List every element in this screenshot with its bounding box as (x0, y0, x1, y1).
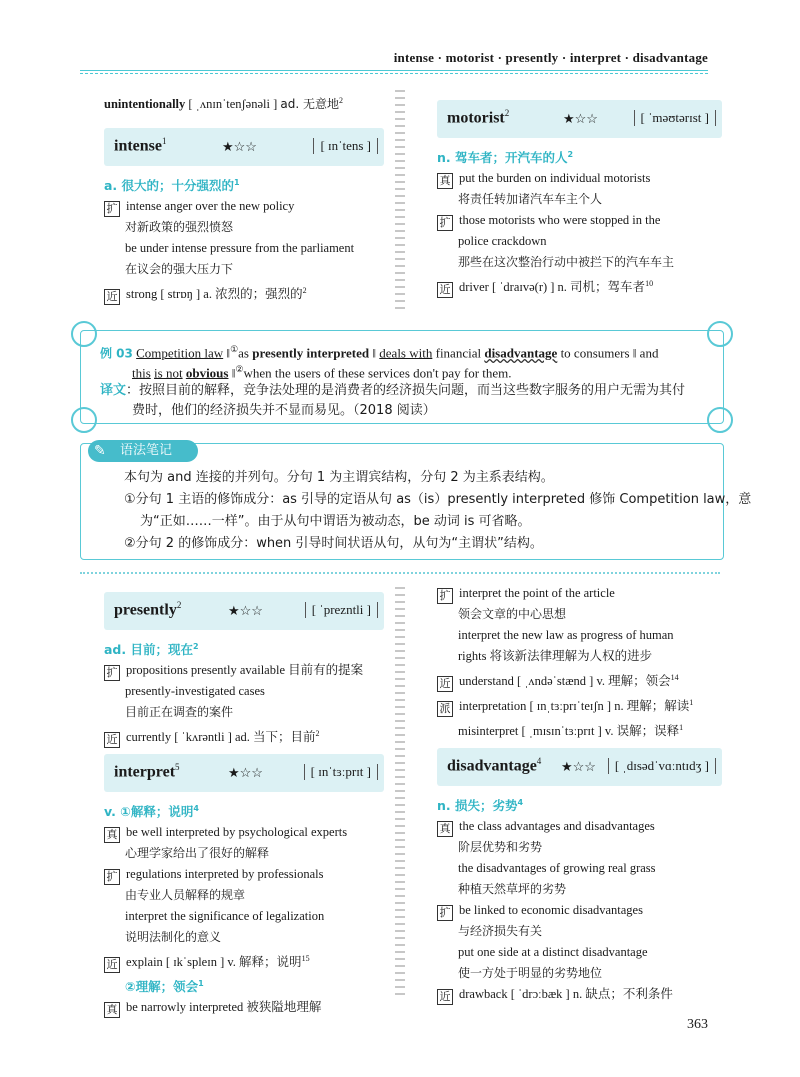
header-rule-dashed (80, 73, 708, 74)
page-number: 363 (687, 1017, 708, 1032)
synonym: currently [ ˈkʌrəntli ] ad. 当下；目前 (126, 730, 316, 745)
phrase: when the users of these services don't pay for them. (243, 365, 512, 381)
tag-badge: 扩 (104, 201, 120, 217)
entry-interpret (104, 754, 384, 1018)
grammar-line: 为“正如……一样”。由于从句中谓语为被动态，be 动词 is 可省略。 (140, 514, 531, 529)
example-en: regulations interpreted by professionals (126, 867, 324, 882)
example-en: be narrowly interpreted 被狭隘地理解 (126, 1000, 322, 1015)
synonym: explain [ ɪkˈspleɪn ] v. 解释；说明 (126, 955, 302, 970)
star-rating: ★☆☆ (222, 139, 257, 154)
clause-mark: ① (230, 344, 239, 354)
separator: ‖ (372, 345, 377, 361)
tag-badge: 真 (104, 827, 120, 843)
example-en: propositions presently available 目前有的提案 (126, 663, 364, 678)
tag-badge: 近 (437, 989, 453, 1005)
word-box (104, 592, 384, 630)
phrase: to consumers ‖ and (560, 345, 659, 361)
tag-badge: 扩 (104, 665, 120, 681)
tag-badge: 真 (437, 173, 453, 189)
tag-badge: 扩 (437, 588, 453, 604)
tag-badge: 近 (104, 289, 120, 305)
key-word: obvious (185, 365, 229, 381)
ornament-icon (707, 407, 733, 433)
translation-text: 按照目前的解释，竞争法处理的是消费者的经济损失问题，而当这些数字服务的用户无需为其付 (139, 383, 686, 398)
star-rating: ★☆☆ (228, 765, 263, 780)
grammar-line: ②分句 2 的修饰成分：when 引导时间状语从句，从句为“主谓状”结构。 (124, 536, 543, 551)
key-word: disadvantage (484, 345, 558, 361)
example-en: interpret the point of the article (459, 586, 615, 600)
predicate: deals with (379, 345, 433, 361)
example-zh: 对新政策的强烈愤怒 (125, 220, 234, 235)
derivative: misinterpret [ ˌmɪsɪnˈtɜːprɪt ] v. 误解；误释 (458, 724, 680, 739)
column-divider-top (395, 88, 405, 313)
tag-badge: 近 (437, 676, 453, 692)
headword: presently$^2$ (114, 600, 182, 619)
part-of-speech: ②理解；领会$^1$ (125, 979, 204, 995)
tag-badge: 扩 (437, 215, 453, 231)
clause-mark: ② (235, 364, 244, 374)
running-header: intense · motorist · presently · interpret · disadvantage (393, 50, 708, 65)
freq-sup: 2 (339, 96, 343, 105)
word: as (238, 345, 249, 361)
word-box (437, 748, 722, 786)
tag-badge: 近 (437, 282, 453, 298)
star-rating: ★☆☆ (563, 111, 598, 126)
example-zh: 阶层优势和劣势 (458, 840, 543, 855)
subject-phrase: Competition law (136, 345, 224, 361)
entry-intense (104, 128, 384, 305)
phonetic: [ ɪnˈtɜːprɪt ] (304, 764, 378, 780)
example-zh: 由专业人员解释的规章 (125, 888, 246, 903)
tag-badge: 近 (104, 732, 120, 748)
interpret-continued (437, 583, 722, 742)
example-zh: 目前正在调查的案件 (125, 705, 234, 720)
tag-badge: 真 (104, 1002, 120, 1018)
separator: ‖ (226, 345, 231, 361)
synonym: strong [ strɒŋ ] a. 浓烈的；强烈的 (126, 287, 303, 302)
example-zh: 使一方处于明显的劣势地位 (458, 966, 603, 981)
freq-sup: 1 (689, 698, 694, 708)
example-en: the class advantages and disadvantages (459, 819, 655, 834)
tag-badge: 真 (437, 821, 453, 837)
tag-badge: 派 (437, 701, 453, 717)
definition: ad. 无意地 (280, 97, 339, 112)
part-of-speech: a. 很大的；十分强烈的$^1$ (104, 178, 240, 194)
ornament-icon (707, 321, 733, 347)
example-zh: 心理学家给出了很好的解释 (125, 846, 270, 861)
freq-sup: 15 (301, 954, 310, 964)
headword: motorist$^2$ (447, 108, 510, 127)
pen-icon: ✎ (94, 444, 106, 459)
tag-badge: 近 (104, 957, 120, 973)
example-en: intense anger over the new policy (126, 199, 295, 214)
example-en: the disadvantages of growing real grass (458, 861, 656, 876)
separator: ‖ (231, 365, 236, 381)
example-en: put the burden on individual motorists (459, 171, 651, 186)
phonetic: [ ˌdɪsədˈvɑːntɪdʒ ] (608, 758, 716, 774)
phonetic: [ ˌʌnɪnˈtenʃənəli ] (188, 97, 278, 112)
example-en: interpret the significance of legalization (125, 909, 325, 924)
example-en: interpret the new law as progress of human (458, 628, 674, 642)
example-en: put one side at a distinct disadvantage (458, 945, 648, 960)
ornament-icon (71, 321, 97, 347)
headword: intense$^1$ (114, 136, 167, 155)
example-zh: 将责任转加诸汽车车主个人 (458, 192, 603, 207)
entry-motorist (437, 100, 722, 298)
example-en: be linked to economic disadvantages (459, 903, 643, 918)
example-zh: 与经济损失有关 (458, 924, 543, 939)
tag-badge: 扩 (437, 905, 453, 921)
translation-line2: 费时，他们的经济损失并不显而易见。（2018 阅读） (132, 403, 436, 418)
phonetic: [ ˈməʊtərɪst ] (634, 110, 717, 126)
subject-word: this (132, 365, 151, 381)
ornament-icon (71, 407, 97, 433)
word-box (437, 100, 722, 138)
grammar-title: 语法笔记 (88, 440, 198, 462)
key-phrase: presently interpreted (252, 345, 370, 361)
headword: unintentionally (104, 97, 186, 112)
grammar-line: ①分句 1 主语的修饰成分：as 引导的定语从句 as（is）presently interpreted 修饰 Competition law，意 (124, 492, 752, 507)
column-divider-bottom (395, 585, 405, 1000)
entry-disadvantage (437, 748, 722, 1005)
example-zh: 那些在这次整治行动中被拦下的汽车车主 (458, 255, 675, 270)
translation-line1: 译文：按照目前的解释，竞争法处理的是消费者的经济损失问题，而当这些数字服务的用户无需为其付 (100, 383, 686, 398)
example-zh: 说明法制化的意义 (125, 930, 222, 945)
entry-unintentionally (104, 90, 384, 115)
freq-sup: 1 (679, 723, 684, 733)
example-en: be under intense pressure from the parliament (125, 241, 355, 256)
freq-sup: 2 (302, 286, 307, 296)
synonym: understand [ ˌʌndəˈstænd ] v. 理解；领会 (459, 674, 671, 689)
example-en: rights 将该新法律理解为人权的进步 (458, 649, 653, 663)
example-zh: 种植天然草坪的劣势 (458, 882, 567, 897)
derivative: interpretation [ ɪnˌtɜːprɪˈteɪʃn ] n. 理解；解读 (459, 699, 690, 714)
example-zh: 在议会的强大压力下 (125, 262, 234, 277)
grammar-line: 本句为 and 连接的并列句。分句 1 为主谓宾结构，分句 2 为主系表结构。 (124, 470, 554, 485)
example-en: police crackdown (458, 234, 547, 249)
synonym: drawback [ ˈdrɔːbæk ] n. 缺点；不利条件 (459, 987, 673, 1002)
freq-sup: 2 (315, 729, 320, 739)
example-en: presently-investigated cases (125, 684, 265, 699)
freq-sup: 14 (670, 673, 679, 682)
freq-sup: 10 (645, 279, 654, 289)
word-box (104, 128, 384, 166)
predicate: is not (154, 365, 183, 381)
phonetic: [ ˈprezntli ] (305, 602, 378, 618)
part-of-speech: n. 损失；劣势$^4$ (437, 798, 524, 814)
part-of-speech: ad. 目前；现在$^2$ (104, 642, 199, 658)
example-label: 例 03 (100, 346, 133, 361)
example-en: be well interpreted by psychological experts (126, 825, 348, 840)
star-rating: ★☆☆ (228, 603, 263, 618)
part-of-speech: v. ①解释；说明$^4$ (104, 804, 199, 820)
tag-badge: 扩 (104, 869, 120, 885)
section-divider (80, 572, 720, 574)
phonetic: [ ɪnˈtens ] (313, 138, 378, 154)
example-zh: 领会文章的中心思想 (458, 607, 567, 621)
synonym: driver [ ˈdraɪvə(r) ] n. 司机；驾车者 (459, 280, 646, 295)
example-en: those motorists who were stopped in the (459, 213, 661, 228)
headword: disadvantage$^4$ (447, 756, 542, 775)
entry-presently (104, 592, 384, 748)
word: financial (435, 345, 482, 361)
headword: interpret$^5$ (114, 762, 180, 781)
translation-label: 译文 (100, 383, 127, 398)
part-of-speech: n. 驾车者；开汽车的人$^2$ (437, 150, 574, 166)
star-rating: ★☆☆ (561, 759, 596, 774)
header-rule (80, 70, 708, 71)
word-box (104, 754, 384, 792)
